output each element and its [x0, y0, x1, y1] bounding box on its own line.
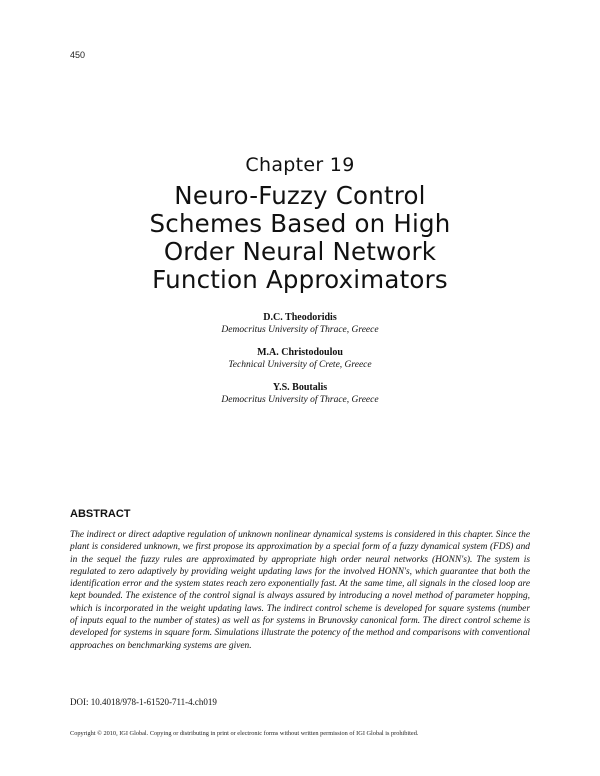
abstract-heading: ABSTRACT — [70, 508, 131, 520]
author-block — [0, 347, 600, 371]
doi-line: DOI: 10.4018/978-1-61520-711-4.ch019 — [70, 697, 217, 707]
author-block — [0, 312, 600, 336]
author-affiliation: Democritus University of Thrace, Greece — [221, 395, 379, 405]
copyright-notice: Copyright © 2010, IGI Global. Copying or distributing in print or electronic forms without written permission of IGI Global is prohibited. — [70, 730, 419, 737]
chapter-label: Chapter 19 — [245, 154, 355, 176]
page-number: 450 — [70, 50, 86, 60]
author-block — [0, 382, 600, 406]
title-line: Schemes Based on High — [149, 209, 451, 238]
title-line: Function Approximators — [152, 265, 448, 294]
author-affiliation: Technical University of Crete, Greece — [228, 360, 372, 370]
author-name: Y.S. Boutalis — [272, 382, 328, 393]
title-line: Neuro-Fuzzy Control — [174, 181, 426, 210]
chapter-title — [0, 182, 600, 294]
author-name: D.C. Theodoridis — [263, 312, 337, 323]
author-list — [0, 312, 600, 417]
author-affiliation: Democritus University of Thrace, Greece — [221, 325, 379, 335]
author-name: M.A. Christodoulou — [257, 347, 343, 358]
title-line: Order Neural Network — [163, 237, 437, 266]
abstract-text: The indirect or direct adaptive regulation of unknown nonlinear dynamical systems is considered in this chapter. Since the plant is considered unknown, we first propose its approximation by a special form of a fuzzy dynamical system (FDS) and in the sequel the fuzzy rules are approximated by appropriate high order neural networks (HONN's). The system is regulated to zero adaptively by providing weight updating laws for the involved HONN's, which guarantee that both the identification error and the system states reach zero exponentially fast. At the same time, all signals in the closed loop are kept bounded. The existence of the control signal is always assured by introducing a novel method of parameter hopping, which is incorporated in the weight updating laws. The indirect control scheme is developed for square systems (number of inputs equal to the number of states) as well as for systems in Brunovsky canonical form. The direct control scheme is developed for systems in square form. Simulations illustrate the potency of the method and comparisons with conventional approaches on benchmarking systems are given. — [70, 530, 530, 651]
